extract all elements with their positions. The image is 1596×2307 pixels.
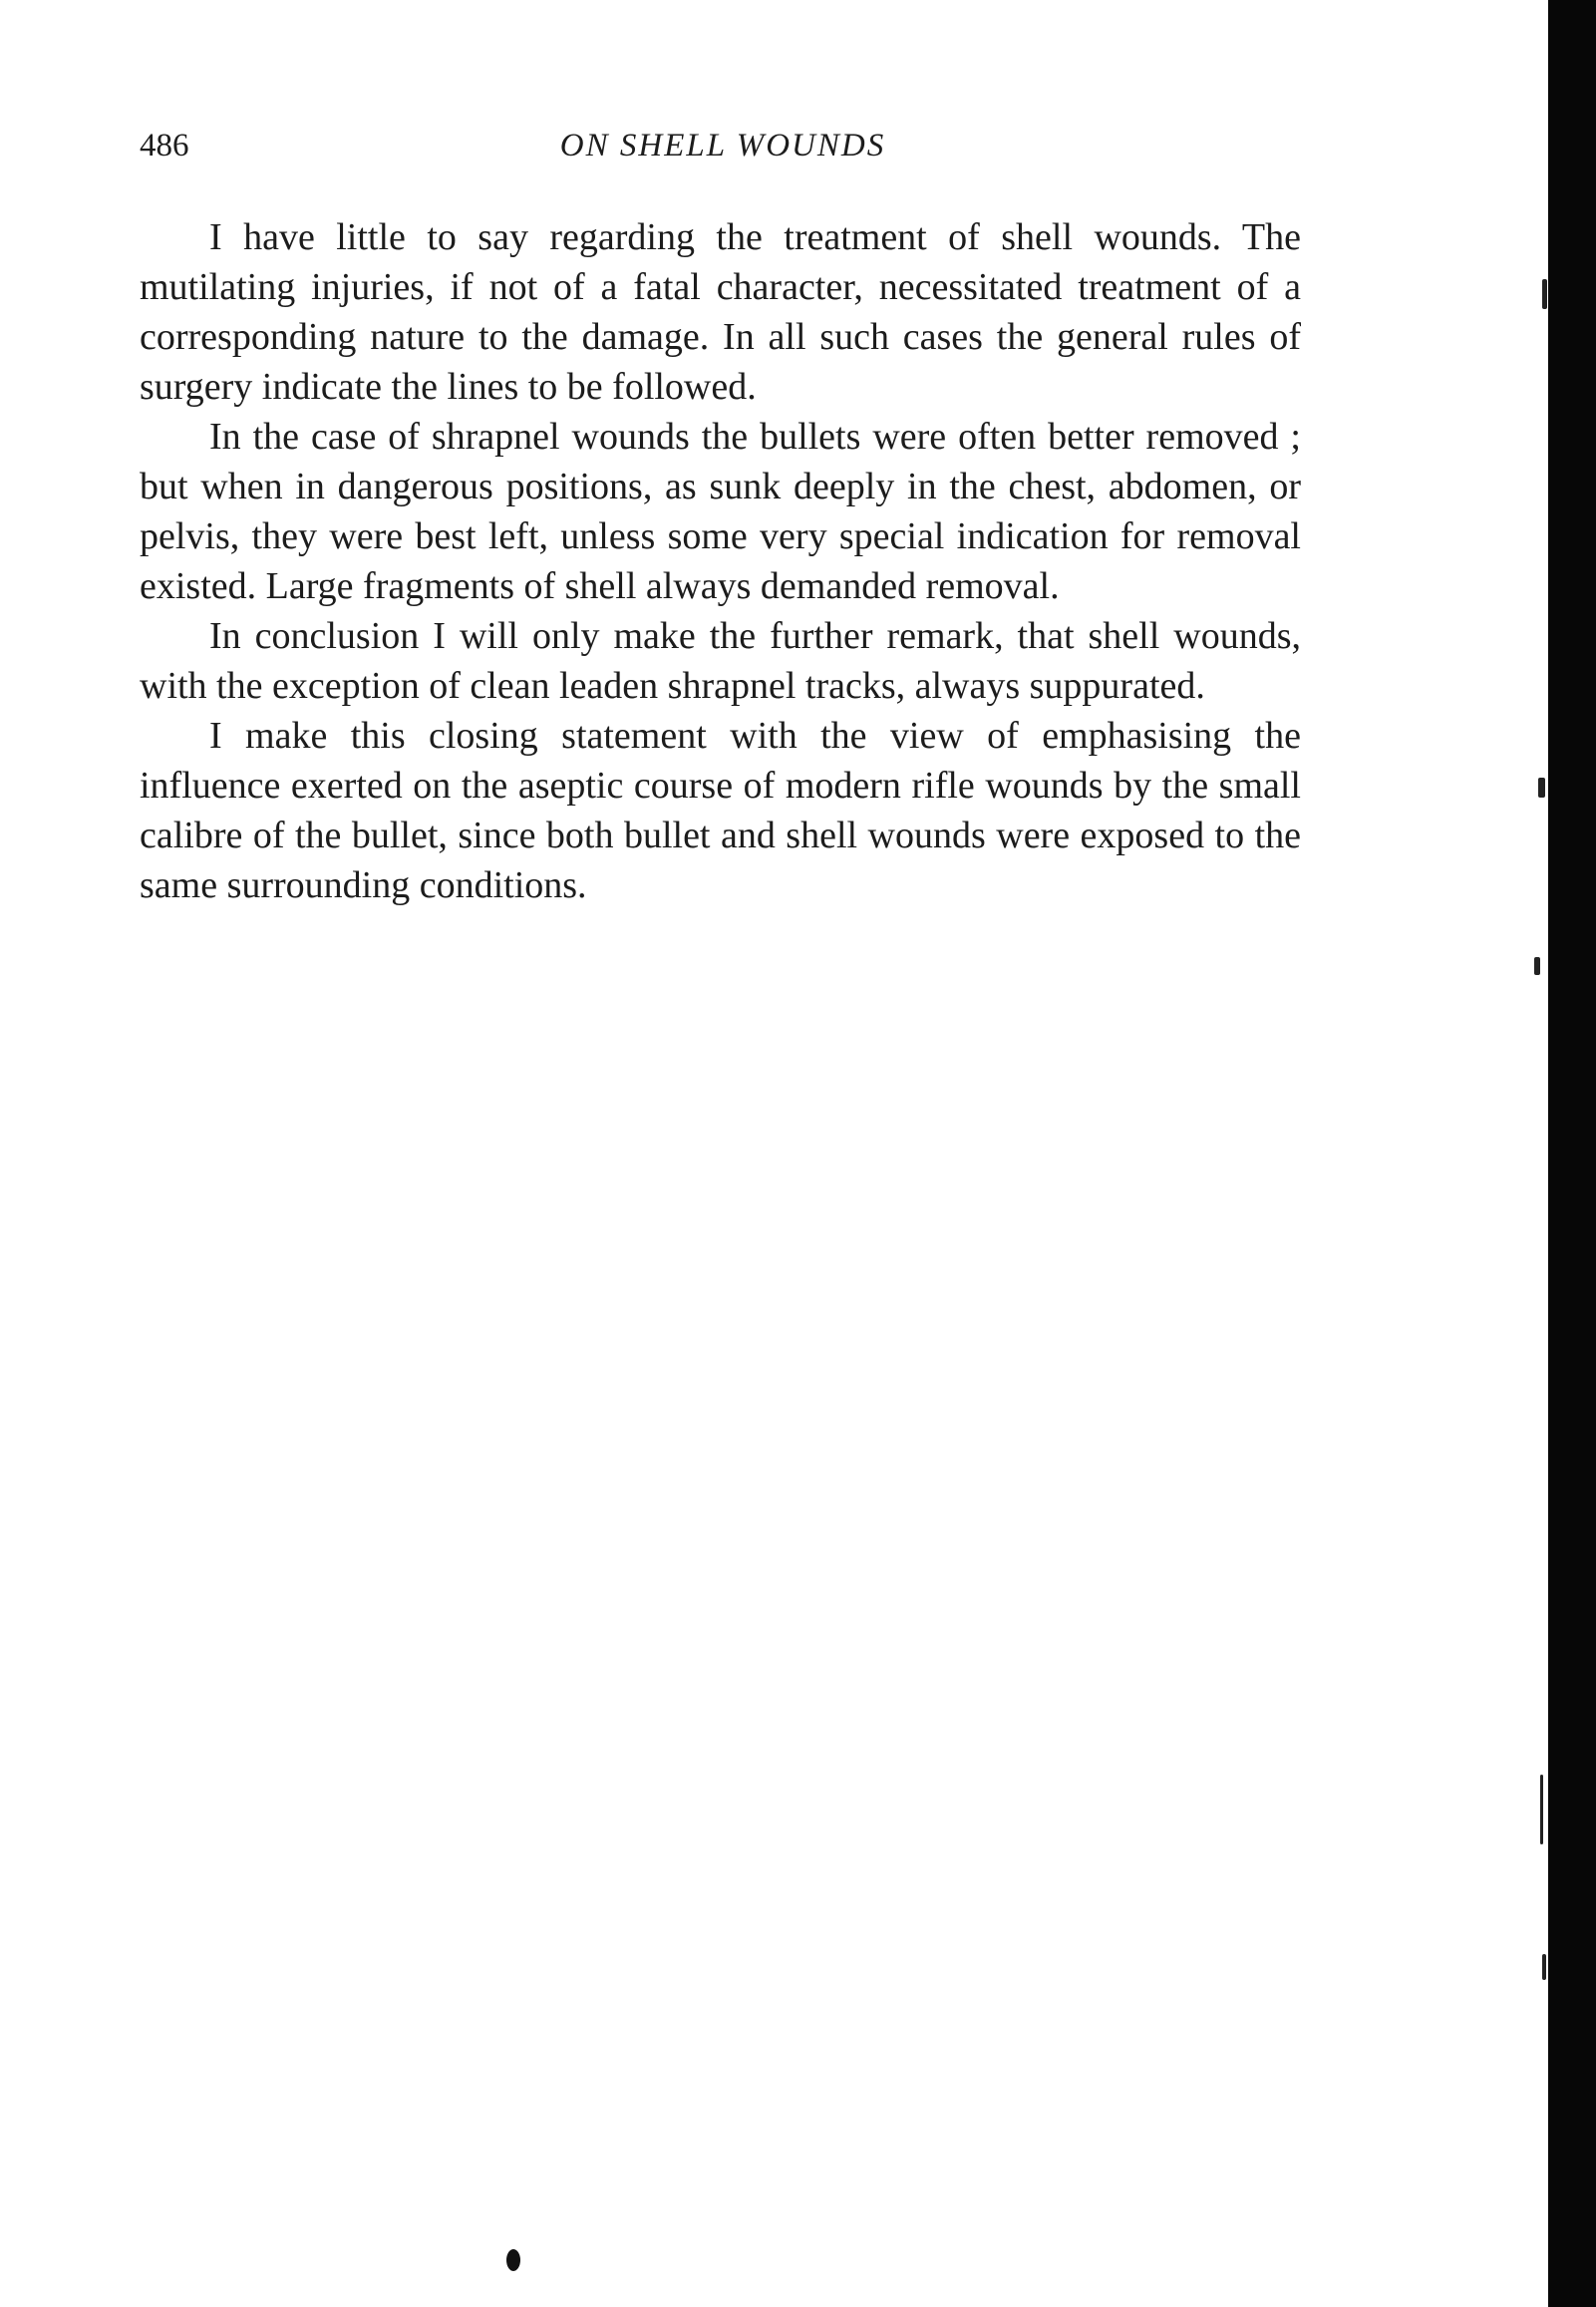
paragraph-shrapnel: In the case of shrapnel wounds the bullets were often better removed ; but when in dangerous positions, as sunk deeply in the chest, abdomen, or pelvis, they were best left, unless some very special indication for removal existed. Large fragments of shell always demanded removal.: [140, 416, 1301, 607]
scan-speck: [1542, 279, 1547, 309]
binding-shadow-specks: [1518, 0, 1548, 2307]
scan-speck: [1542, 1954, 1546, 1980]
paragraph-closing-statement: I make this closing statement with the view of emphasising the influence exerted on the aseptic course of modern rifle wounds by the small calibre of the bullet, since both bullet and shell wounds were exposed to the same surrounding conditions.: [140, 715, 1301, 906]
running-title: ON SHELL WOUNDS: [559, 128, 886, 164]
page-number: 486: [140, 128, 189, 164]
scan-speck: [1534, 957, 1540, 975]
scanned-binding-edge: [1548, 0, 1596, 2307]
paragraph-conclusion: In conclusion I will only make the further remark, that shell wounds, with the exception of clean leaden shrapnel tracks, always suppurated.: [140, 615, 1301, 707]
scan-speck: [1540, 1775, 1543, 1844]
paragraph-treatment: I have little to say regarding the treatment of shell wounds. The mutilating injuries, if not of a fatal character, necessitated treatment of a corresponding nature to the damage. In all such cases the general rules of surgery indicate the lines to be followed.: [140, 216, 1301, 408]
body-text: [140, 212, 1301, 910]
running-head: [140, 128, 1306, 177]
scan-speck: [1538, 778, 1545, 798]
ink-blot: [506, 2249, 520, 2271]
